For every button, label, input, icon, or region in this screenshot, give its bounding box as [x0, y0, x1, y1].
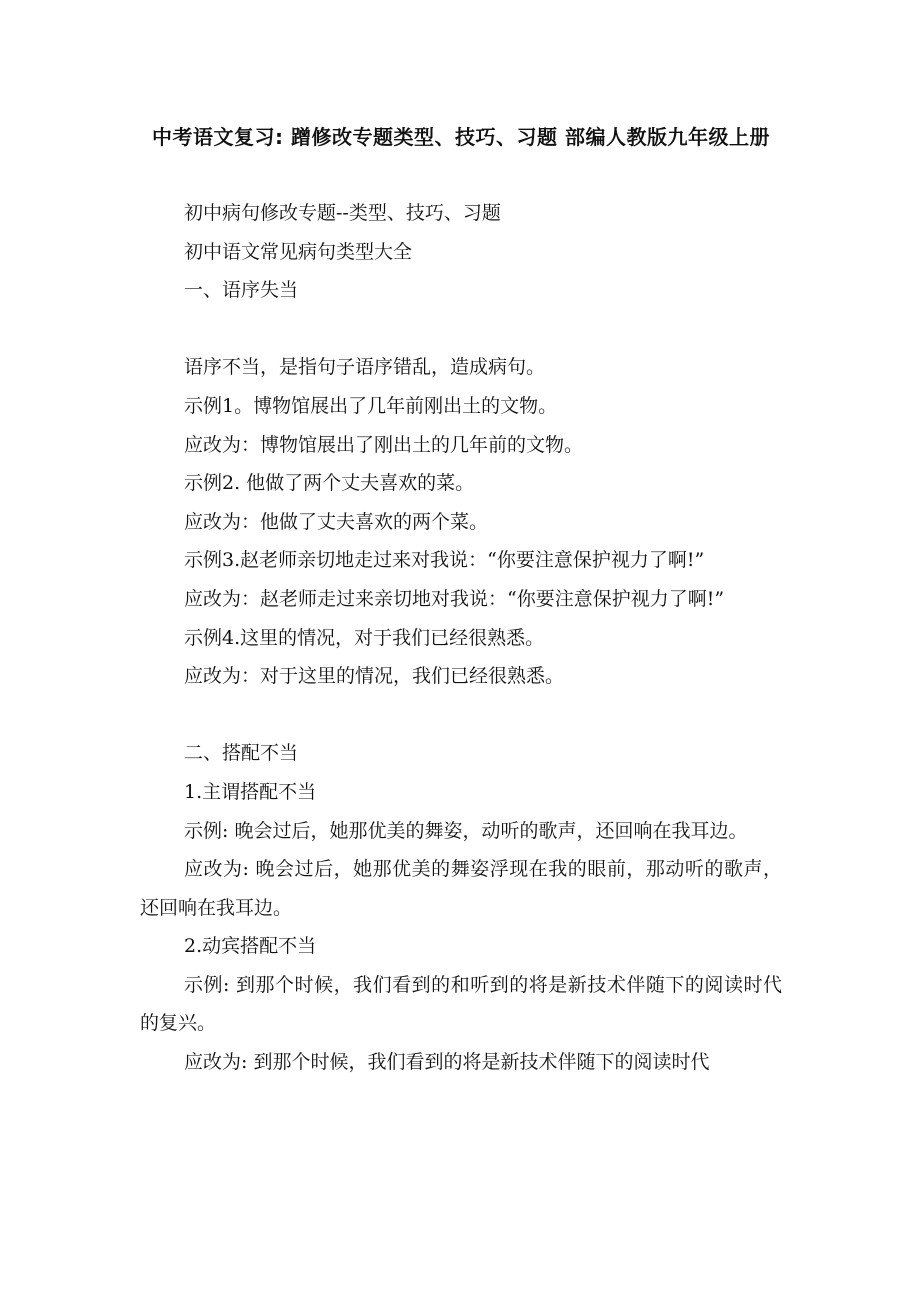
paragraph-heading: 初中语文常见病句类型大全	[184, 240, 413, 263]
paragraph: 应改为：博物馆展出了刚出土的几年前的文物。	[184, 433, 584, 456]
paragraph: 示例: 晚会过后，她那优美的舞姿，动听的歌声，还回响在我耳边。	[184, 819, 748, 842]
paragraph: 示例2. 他做了两个丈夫喜欢的菜。	[184, 472, 475, 495]
paragraph: 应改为：赵老师走过来亲切地对我说：“你要注意保护视力了啊!”	[184, 587, 725, 610]
paragraph: 应改为: 到那个时候，我们看到的将是新技术伴随下的阅读时代	[184, 1051, 710, 1074]
paragraph: 示例1。博物馆展出了几年前刚出土的文物。	[184, 394, 558, 417]
paragraph: 语序不当，是指句子语序错乱，造成病句。	[184, 356, 546, 379]
paragraph: 应改为：他做了丈夫喜欢的两个菜。	[184, 510, 489, 533]
section-heading-1: 一、语序失当	[184, 279, 299, 302]
blank-line	[140, 696, 782, 735]
paragraph-subtitle: 初中病句修改专题--类型、技巧、习题	[184, 202, 501, 224]
subsection-heading: 2.动宾搭配不当	[184, 935, 317, 958]
paragraph: 应改为：对于这里的情况，我们已经很熟悉。	[184, 665, 565, 688]
subsection-heading: 1.主谓搭配不当	[184, 780, 317, 803]
blank-line	[140, 310, 782, 349]
section-heading-2: 二、搭配不当	[184, 742, 299, 765]
paragraph: 示例: 到那个时候，我们看到的和听到的将是新技术伴随下的阅读时代的复兴。	[140, 973, 782, 1035]
paragraph: 示例3.赵老师亲切地走过来对我说：“你要注意保护视力了啊!”	[184, 549, 705, 572]
document-body	[140, 194, 782, 1082]
paragraph: 应改为: 晚会过后，她那优美的舞姿浮现在我的眼前，那动听的歌声，还回响在我耳边。	[140, 858, 782, 919]
document-title: 中考语文复习: 蹭修改专题类型、技巧、习题 部编人教版九年级上册	[152, 125, 770, 149]
paragraph: 示例4.这里的情况，对于我们已经很熟悉。	[184, 626, 545, 649]
